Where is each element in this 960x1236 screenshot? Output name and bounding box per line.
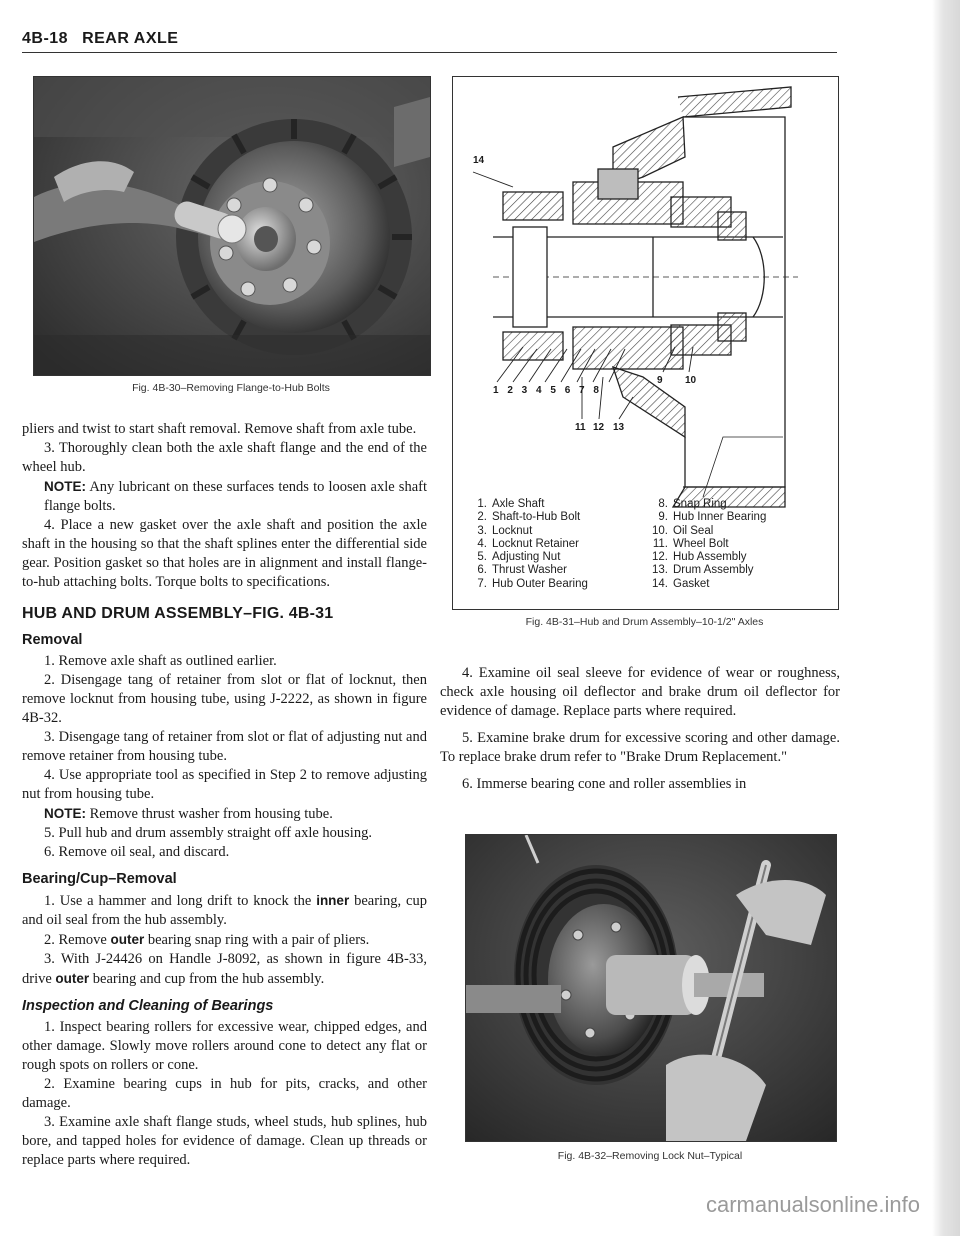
inspection-step-3: 3. Examine axle shaft flange studs, wheel studs, hub splines, hub bore, and tapped holes for evidence of damage. Clean up threads or replace parts where required. — [22, 1114, 427, 1168]
legend-item: 6. Thrust Washer — [477, 564, 567, 577]
note-text: Any lubricant on these surfaces tends to loosen axle shaft flange bolts. — [44, 479, 427, 514]
callout-13: 13 — [613, 422, 625, 433]
legend-item: 12. Hub Assembly — [652, 551, 747, 564]
legend-item: 13. Drum Assembly — [652, 564, 754, 577]
legend-item: 11. Wheel Bolt — [652, 537, 729, 550]
callout-1-8: 1 2 3 4 5 6 7 8 — [493, 385, 602, 396]
bearing-cup-removal-heading: Bearing/Cup–Removal — [22, 871, 177, 887]
legend-item: 2. Shaft-to-Hub Bolt — [477, 511, 581, 524]
note-label: NOTE: — [44, 479, 86, 494]
flange-removal-photo — [34, 77, 430, 375]
legend-item: 14. Gasket — [652, 577, 710, 590]
callout-14: 14 — [473, 155, 485, 166]
removal-step-5: 5. Pull hub and drum assembly straight off axle housing. — [44, 825, 372, 841]
left-column — [22, 420, 427, 1170]
removal-step-1: 1. Remove axle shaft as outlined earlier. — [44, 653, 277, 669]
inspection-step-2: 2. Examine bearing cups in hub for pits, cracks, and other damage. — [22, 1076, 427, 1111]
right-column — [440, 664, 840, 794]
watermark: carmanualsonline.info — [705, 1192, 920, 1217]
lock-nut-removal-photo — [466, 835, 836, 1141]
figure-4b-31-caption: Fig. 4B-31–Hub and Drum Assembly–10-1/2" Axles — [525, 616, 764, 628]
text: bearing snap ring with a pair of pliers. — [144, 932, 370, 948]
figure-4b-30 — [33, 76, 431, 376]
note-thrust-washer — [22, 804, 427, 824]
legend-item: 5. Adjusting Nut — [477, 551, 561, 564]
emphasis: inner — [316, 893, 350, 908]
page-header — [22, 30, 178, 48]
inspection-step-1: 1. Inspect bearing rollers for excessive wear, chipped edges, and other damage. Slowly move rollers around cone to detect any flat or rough spots on rollers or cone. — [22, 1019, 427, 1073]
removal-step-2: 2. Disengage tang of retainer from slot or flat of locknut, then remove locknut from housing tube, using J-2222, as shown in figure 4B-32. — [22, 672, 427, 726]
text: bearing, cup and oil seal from the hub assembly. — [22, 893, 427, 928]
callout-11: 11 — [575, 422, 586, 433]
removal-step-6: 6. Remove oil seal, and discard. — [44, 844, 230, 860]
figure-4b-32-caption: Fig. 4B-32–Removing Lock Nut–Typical — [557, 1150, 743, 1162]
removal-step-4: 4. Use appropriate tool as specified in Step 2 to remove adjusting nut from housing tube. — [22, 767, 427, 802]
emphasis: outer — [110, 932, 145, 947]
step-4: 4. Place a new gasket over the axle shaft and position the axle shaft in the housing so that the shaft splines enter the differential side gear. Position gasket so that holes are in alignment and install flange-to-hub attaching bolts. Torque bolts to specifications. — [22, 517, 427, 590]
header-rule — [22, 52, 837, 53]
section-heading-hub-drum: HUB AND DRUM ASSEMBLY–FIG. 4B-31 — [22, 605, 334, 622]
legend-item: 9. Hub Inner Bearing — [658, 511, 767, 524]
text: 3. With J-24426 on Handle J-8092, as shown in figure 4B-33, drive — [22, 951, 427, 987]
legend-item: 10. Oil Seal — [652, 524, 714, 537]
inspection-heading: Inspection and Cleaning of Bearings — [22, 998, 274, 1014]
bearing-step-2 — [22, 930, 427, 950]
note-lubricant — [22, 477, 427, 516]
callout-10: 10 — [685, 375, 697, 386]
legend-left — [467, 498, 588, 591]
note-label: NOTE: — [44, 806, 86, 821]
bearing-step-3 — [22, 950, 427, 989]
legend-item: 1. Axle Shaft — [477, 498, 545, 510]
text: 1. Use a hammer and long drift to knock the — [44, 893, 317, 909]
legend-item: 3. Locknut — [477, 524, 533, 537]
paragraph: pliers and twist to start shaft removal. Remove shaft from axle tube. — [22, 421, 417, 437]
legend-item: 7. Hub Outer Bearing — [477, 577, 588, 590]
legend-item: 8. Snap Ring — [658, 498, 727, 510]
legend-item: 4. Locknut Retainer — [477, 537, 579, 550]
page-edge-shadow — [932, 0, 960, 1236]
section-title: REAR AXLE — [82, 30, 179, 47]
figure-4b-32 — [465, 834, 837, 1142]
callout-9: 9 — [657, 375, 663, 386]
text: bearing and cup from the hub assembly. — [89, 971, 325, 987]
bearing-step-1 — [22, 891, 427, 930]
note-text: Remove thrust washer from housing tube. — [86, 806, 333, 822]
legend-right — [648, 498, 766, 591]
callout-12: 12 — [593, 422, 605, 433]
page-number: 4B-18 — [22, 30, 69, 47]
removal-heading: Removal — [22, 632, 83, 648]
inspection-step-5: 5. Examine brake drum for excessive scoring and other damage. To replace brake drum refer to "Brake Drum Replacement." — [440, 730, 840, 765]
step-3: 3. Thoroughly clean both the axle shaft flange and the end of the wheel hub. — [22, 440, 427, 475]
emphasis: outer — [55, 971, 90, 986]
removal-step-3: 3. Disengage tang of retainer from slot or flat of adjusting nut and remove retainer from housing tube. — [22, 729, 427, 764]
figure-4b-31 — [452, 76, 839, 610]
text: 2. Remove — [44, 932, 111, 948]
inspection-step-4: 4. Examine oil seal sleeve for evidence of wear or roughness, check axle housing oil deflector and brake drum oil deflector for evidence of damage. Replace parts where required. — [440, 665, 840, 719]
inspection-step-6: 6. Immerse bearing cone and roller assemblies in — [462, 776, 747, 792]
figure-4b-30-caption: Fig. 4B-30–Removing Flange-to-Hub Bolts — [132, 382, 330, 394]
